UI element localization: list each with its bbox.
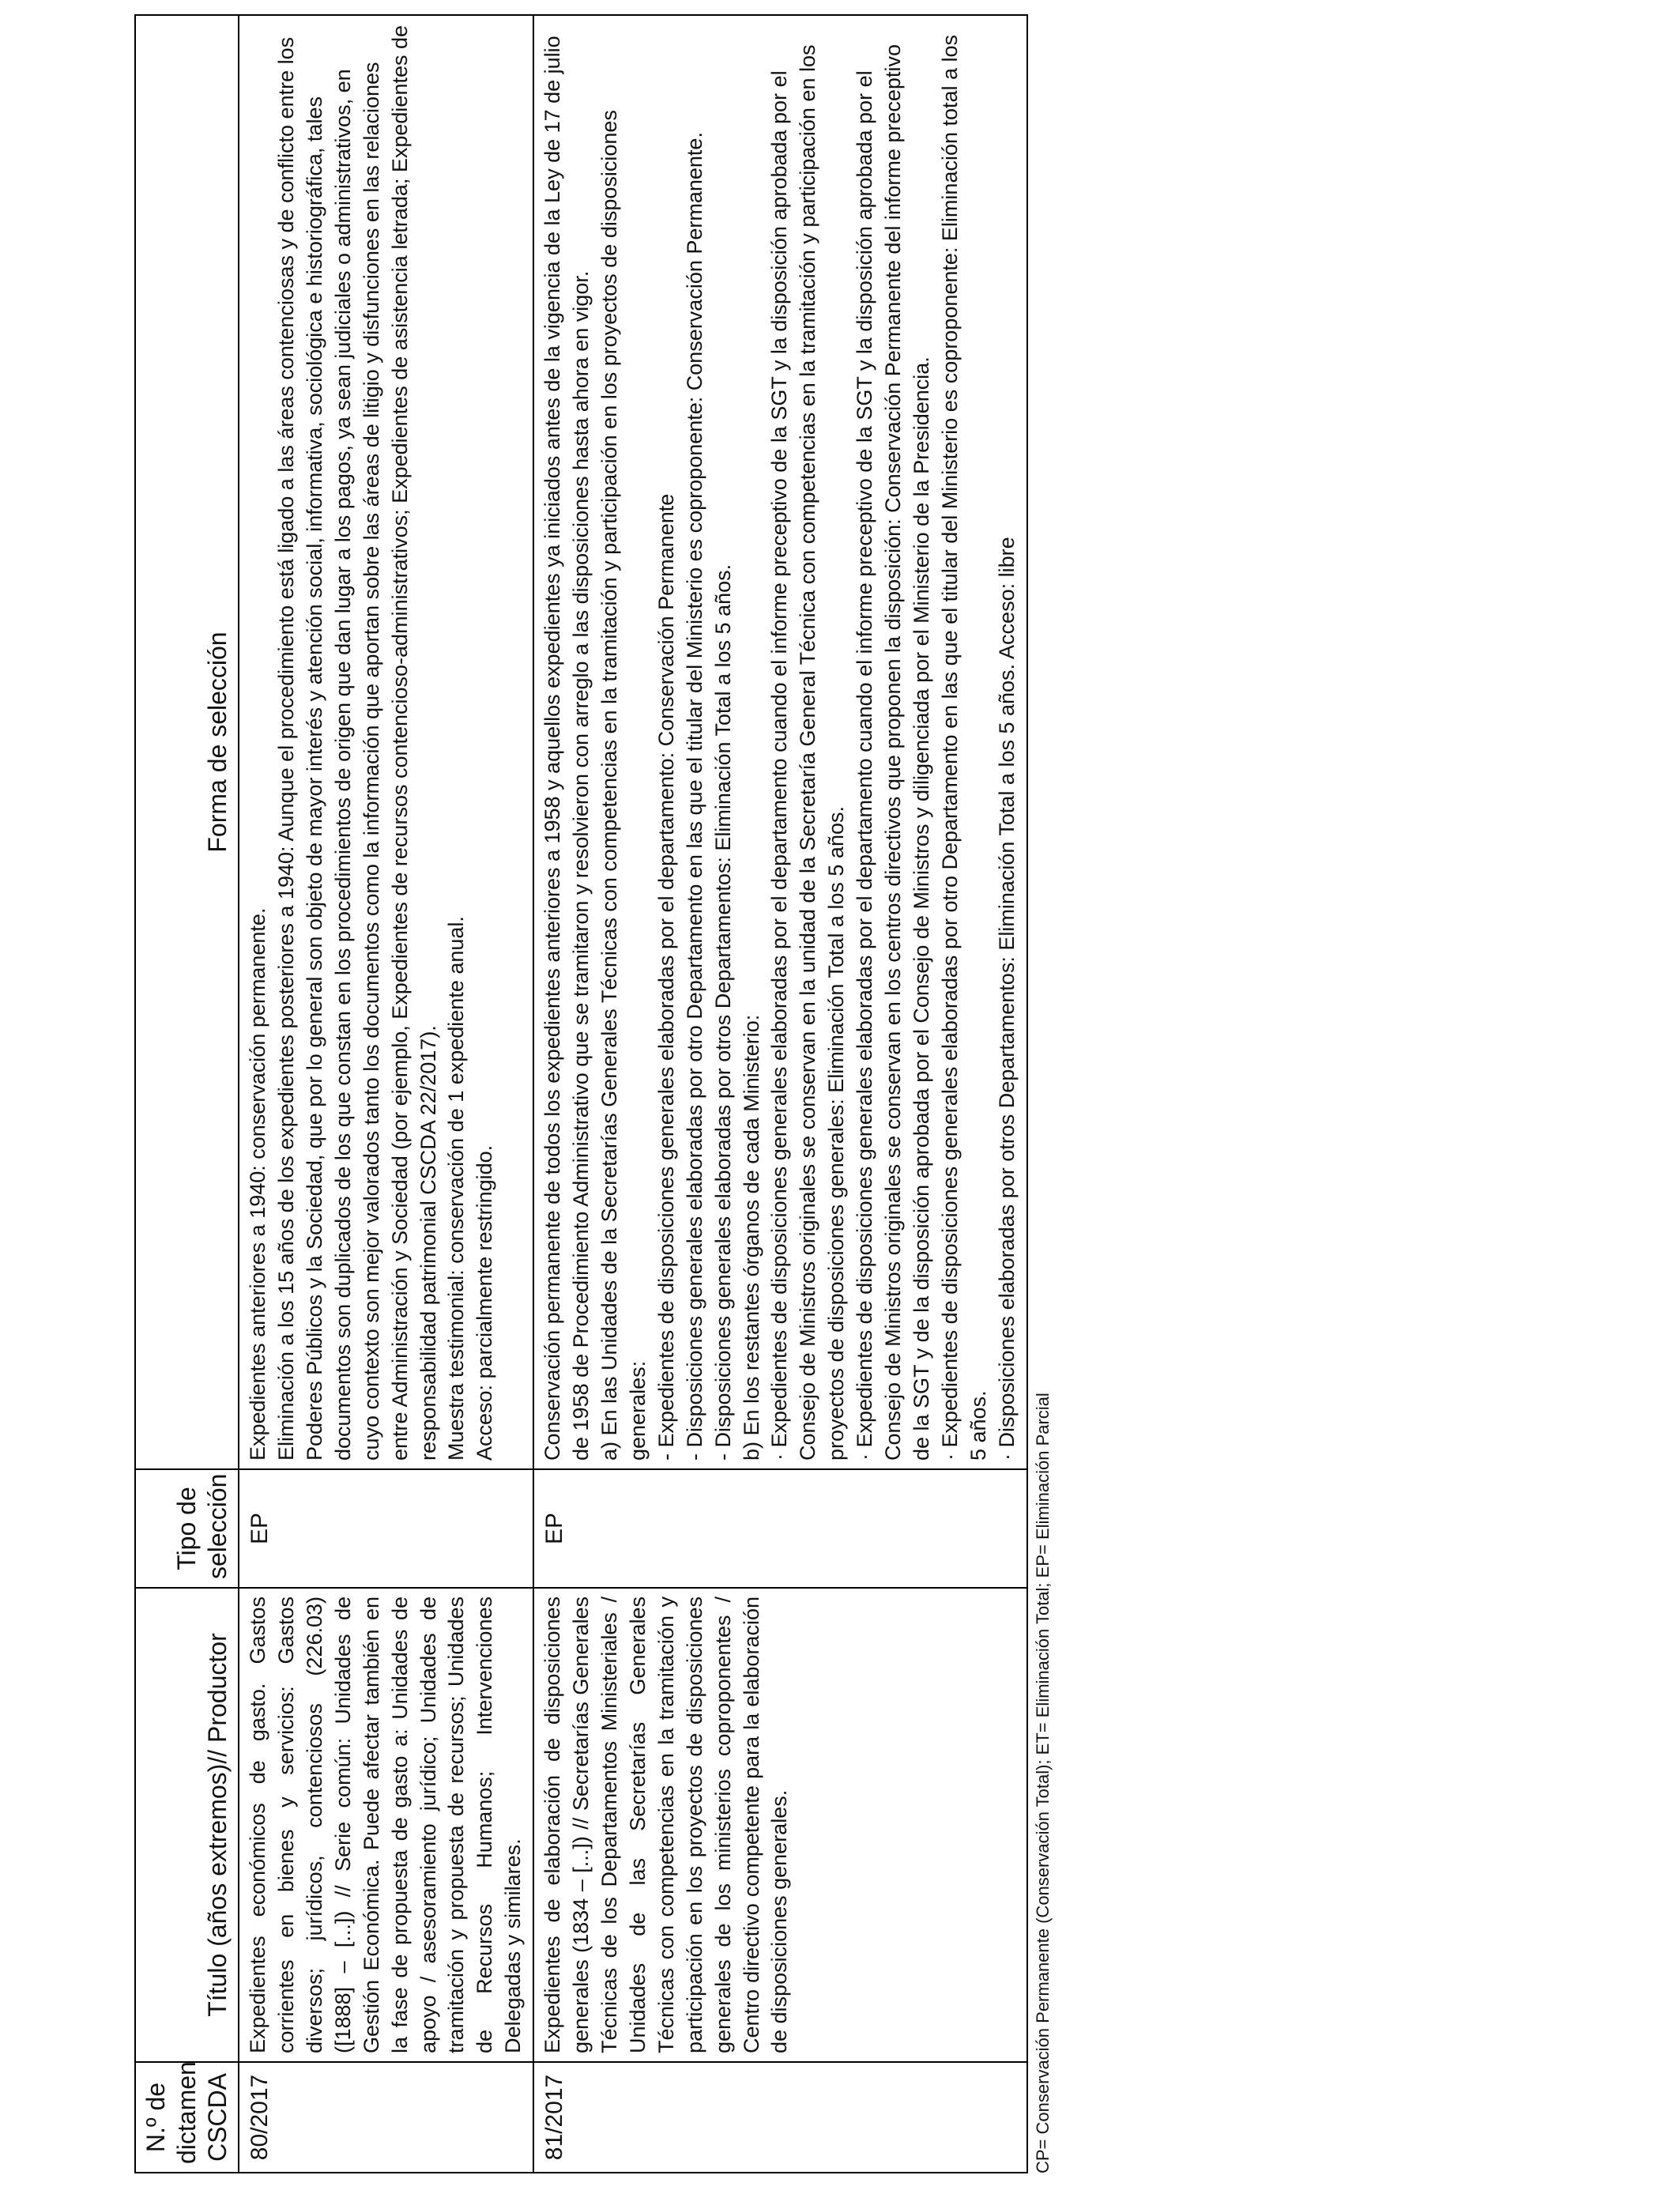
forma-line: · Expedientes de disposiciones generales elaboradas por otro Departamento en las que el titular del Ministerio es coproponente: Eliminación total a los 5 años. <box>937 34 990 1461</box>
footnote: CP= Conservación Permanente (Conservación Total); ET= Eliminación Total; EP= Eliminación Parcial <box>1032 1393 1053 2173</box>
forma-line: Expedientes anteriores a 1940: conservación permanente. <box>246 907 270 1461</box>
forma-line: b) En los restantes órganos de cada Ministerio: <box>739 1014 763 1461</box>
header-num: N.º de dictamen CSCDA <box>135 2062 239 2173</box>
header-tipo: Tipo de selección <box>135 1469 239 1588</box>
forma-line: Acceso: parcialmente restringido. <box>473 1144 497 1461</box>
header-row <box>135 15 239 2173</box>
forma-line: - Expedientes de disposiciones generales elaboradas por el departamento: Conservación Permanente <box>654 493 678 1461</box>
rotated-page <box>134 16 1241 2173</box>
table-row <box>533 15 1026 2173</box>
titulo-productor: Expedientes económicos de gasto. Gastos corrientes en bienes y servicios: Gastos diversos; jurídicos, contenciosos (226.03) ([1888] – [...]) // Serie común: Unidades de Gestión Económica. Puede afectar también en la fase de propuesta de gasto a: Unidades de apoyo / asesoramiento jurídico; Unidades de tramitación y propuesta de recursos; Unidades de Recursos Humanos; Intervenciones Delegadas y similares. <box>239 1588 533 2062</box>
forma-line: Muestra testimonial: conservación de 1 expediente anual. <box>444 916 469 1461</box>
forma-line: · Disposiciones elaboradas por otros Departamentos: Eliminación Total a los 5 años. Acceso: libre <box>994 537 1019 1461</box>
forma-line: a) En las Unidades de la Secretarías Generales Técnicas con competencias en la tramitación y participación en los proyectos de disposiciones generales: <box>597 110 650 1461</box>
forma-line: - Disposiciones generales elaboradas por otros Departamentos: Eliminación Total a los 5 años. <box>710 564 735 1461</box>
header-forma: Forma de selección <box>135 15 239 1469</box>
dictamen-number: 81/2017 <box>533 2062 1026 2173</box>
tipo-seleccion: EP <box>533 1469 1026 1588</box>
forma-line: Eliminación a los 15 años de los expedientes posteriores a 1940: Aunque el procedimiento está ligado a las áreas contenciosas y de conflicto entre los Poderes Públicos y la Sociedad, que por lo general son objeto de mayor interés y atención social, informativa, sociológica e historiográfica, tales documentos son duplicados de los que constan en los procedimientos de origen que dan lugar a los pagos, ya sean judiciales o administrativos, en cuyo contexto son mejor valorados tanto los documentos como la información que aportan sobre las áreas de litigio y disfunciones en las relaciones entre Administración y Sociedad (por ejemplo, Expedientes de recursos contencioso-administrativos; Expedientes de asistencia letrada; Expedientes de responsabilidad patrimonial CSCDA 22/2017). <box>274 25 440 1461</box>
forma-line: · Expedientes de disposiciones generales elaboradas por el departamento cuando el informe preceptivo de la SGT y la disposición aprobada por el Consejo de Ministros originales se conservan en la unidad de la Secretaría General Técnica con competencias en la tramitación y participación en los proyectos de disposiciones generales: Eliminación Total a los 5 años. <box>767 44 849 1461</box>
forma-seleccion <box>533 15 1026 1469</box>
titulo-productor: Expedientes de elaboración de disposiciones generales (1834 – [...]) // Secretarías Generales Técnicas de los Departamentos Ministeriales / Unidades de las Secretarías Generales Técnicas con competencias en la tramitación y participación en los proyectos de disposiciones generales de los ministerios coproponentes / Centro directivo competente para la elaboración de disposiciones generales. <box>533 1588 1026 2062</box>
header-titulo: Título (años extremos)// Productor <box>135 1588 239 2062</box>
forma-line: Conservación permanente de todos los expedientes anteriores a 1958 y aquellos expedientes ya iniciados antes de la vigencia de la Ley de 17 de julio de 1958 de Procedimiento Administrativo que se tramitaron y resolvieron con arreglo a las disposiciones hasta ahora en vigor. <box>541 36 593 1461</box>
selection-table <box>134 14 1028 2173</box>
table-row <box>239 15 533 2173</box>
forma-line: · Expedientes de disposiciones generales elaboradas por el departamento cuando el informe preceptivo de la SGT y la disposición aprobada por el Consejo de Ministros originales se conservan en los centros directivos que proponen la disposición: Conservación Permanente del informe preceptivo de la SGT y de la disposición aprobada por el Consejo de Ministros y diligenciada por el Ministerio de la Presidencia. <box>853 44 933 1461</box>
forma-seleccion <box>239 15 533 1469</box>
dictamen-number: 80/2017 <box>239 2062 533 2173</box>
tipo-seleccion: EP <box>239 1469 533 1588</box>
forma-line: - Disposiciones generales elaboradas por otro Departamento en las que el titular del Ministerio es coproponente: Conservación Permanente. <box>682 132 706 1461</box>
